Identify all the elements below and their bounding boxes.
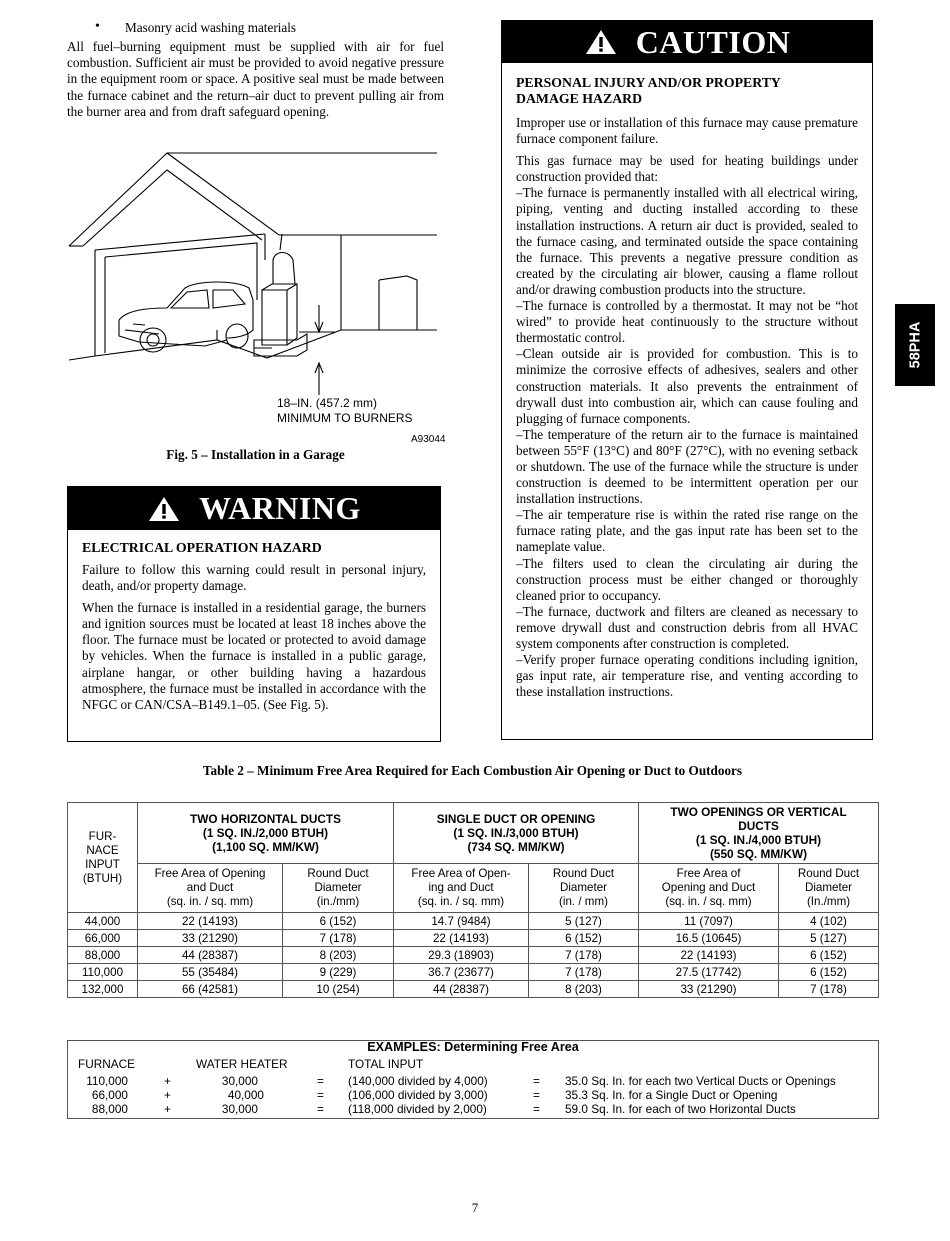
header-line: TWO OPENINGS OR VERTICAL bbox=[670, 805, 847, 819]
table-cell: 10 (254) bbox=[283, 981, 394, 998]
caution-list-item: –The temperature of the return air to the furnace is maintained between 55°F (13°C) and 80°F (27°C), with no evening setback or shutdown. The use of the furnace while the structure is under construction is deemed to be intermittent operation per our installation instructions. bbox=[516, 426, 858, 507]
table-subheader bbox=[529, 864, 639, 913]
table-group-header bbox=[394, 803, 639, 864]
caution-paragraph: This gas furnace may be used for heating buildings under construction provided that: bbox=[516, 153, 858, 185]
table-subheader bbox=[138, 864, 283, 913]
header-line: FUR- bbox=[88, 829, 117, 843]
table-cell: 9 (229) bbox=[283, 964, 394, 981]
example-total: (140,000 divided by 4,000) bbox=[348, 1074, 488, 1088]
table-cell: 132,000 bbox=[68, 981, 138, 998]
table-cell: 7 (178) bbox=[779, 981, 879, 998]
table-cell: 5 (127) bbox=[779, 930, 879, 947]
table-cell: 27.5 (17742) bbox=[639, 964, 779, 981]
example-equals: = bbox=[533, 1102, 540, 1116]
figure-label-line2: MINIMUM TO BURNERS bbox=[277, 411, 413, 425]
example-plus: + bbox=[164, 1074, 171, 1088]
warning-title: WARNING bbox=[199, 490, 361, 526]
table-cell: 16.5 (10645) bbox=[639, 930, 779, 947]
table-cell: 110,000 bbox=[68, 964, 138, 981]
table-subheader bbox=[779, 864, 879, 913]
table-group-header bbox=[138, 803, 394, 864]
bullet-item bbox=[67, 20, 444, 36]
header-line: (in. / mm) bbox=[559, 895, 608, 908]
header-line: SINGLE DUCT OR OPENING bbox=[436, 812, 596, 826]
table-cell: 7 (178) bbox=[529, 947, 639, 964]
header-line: Round Duct bbox=[797, 867, 860, 880]
header-line: (1 SQ. IN./3,000 BTUH) bbox=[453, 826, 579, 840]
examples-box bbox=[67, 1040, 879, 1119]
header-line: (BTUH) bbox=[82, 871, 123, 885]
warning-hazard-title: ELECTRICAL OPERATION HAZARD bbox=[82, 540, 322, 555]
caution-list-item: –Verify proper furnace operating conditions including ignition, gas input rate, air temperature rise, and venting according to these installation instructions. bbox=[516, 652, 858, 700]
example-result: 59.0 Sq. In. for each of two Horizontal Ducts bbox=[565, 1102, 796, 1116]
header-line: (550 SQ. MM/KW) bbox=[710, 847, 808, 861]
header-line: Diameter bbox=[804, 881, 853, 894]
header-line: INPUT bbox=[85, 857, 120, 871]
table-cell: 66,000 bbox=[68, 930, 138, 947]
example-water-heater: 30,000 bbox=[221, 1102, 258, 1116]
table-cell: 36.7 (23677) bbox=[394, 964, 529, 981]
table-row bbox=[68, 981, 879, 998]
table-cell: 14.7 (9484) bbox=[394, 913, 529, 930]
header-line: (1 SQ. IN./2,000 BTUH) bbox=[202, 826, 329, 840]
table-cell: 6 (152) bbox=[529, 930, 639, 947]
table-row-header bbox=[68, 803, 138, 913]
table-cell: 22 (14193) bbox=[394, 930, 529, 947]
caution-hazard-title: PERSONAL INJURY AND/OR PROPERTY bbox=[516, 75, 781, 90]
header-line: ing and Duct bbox=[428, 881, 494, 894]
header-line: (sq. in. / sq. mm) bbox=[166, 895, 254, 908]
example-plus: + bbox=[164, 1102, 171, 1116]
header-line: (in./mm) bbox=[316, 895, 360, 908]
example-total: (118,000 divided by 2,000) bbox=[348, 1102, 487, 1116]
caution-title: CAUTION bbox=[635, 23, 791, 60]
table-subheader bbox=[639, 864, 779, 913]
caution-list-item: –The furnace is controlled by a thermostat. It may not be “hot wired” to provide heat continuously to the structure without thermostatic control. bbox=[516, 298, 858, 346]
table-cell: 8 (203) bbox=[529, 981, 639, 998]
header-line: (1 SQ. IN./4,000 BTUH) bbox=[695, 833, 822, 847]
table-cell: 44,000 bbox=[68, 913, 138, 930]
warning-triangle-icon bbox=[147, 495, 181, 523]
examples-header: WATER HEATER bbox=[196, 1057, 288, 1071]
header-line: Round Duct bbox=[307, 867, 369, 880]
example-equals: = bbox=[317, 1074, 324, 1088]
header-line: Free Area of Opening bbox=[154, 867, 266, 880]
header-line: TWO HORIZONTAL DUCTS bbox=[190, 812, 341, 826]
table-subheader-row bbox=[68, 864, 879, 913]
table-group-header-row bbox=[68, 803, 879, 864]
table-cell: 55 (35484) bbox=[138, 964, 283, 981]
intro-paragraph: All fuel–burning equipment must be supplied with air for fuel combustion. Sufficient air must be provided to avoid negative pressure in the equipment room or space. A positive seal must be made between the furnace cabinet and the return–air duct to prevent pulling air from the burner area and from draft safeguard opening. bbox=[67, 39, 444, 119]
model-side-tab bbox=[895, 304, 935, 386]
header-line: NACE bbox=[86, 843, 119, 857]
warning-paragraph: When the furnace is installed in a residential garage, the burners and ignition sources must be located at least 18 inches above the floor. The furnace must be located or protected to avoid damage by vehicles. When the furnace is installed in a public garage, airplane hangar, or other building having a hazardous atmosphere, the furnace must be installed in accordance with the NFGC or CAN/CSA–B149.1–05. (See Fig. 5). bbox=[82, 600, 426, 712]
figure-code: A93044 bbox=[411, 434, 446, 445]
table-cell: 29.3 (18903) bbox=[394, 947, 529, 964]
garage-installation-figure bbox=[67, 150, 444, 450]
header-line: Free Area of Open- bbox=[411, 867, 511, 880]
header-line: Round Duct bbox=[552, 867, 615, 880]
warning-paragraph: Failure to follow this warning could result in personal injury, death, and/or property damage. bbox=[82, 562, 426, 594]
table-title: Table 2 – Minimum Free Area Required for Each Combustion Air Opening or Duct to Outdoors bbox=[202, 763, 743, 778]
table-subheader bbox=[283, 864, 394, 913]
example-water-heater: 30,000 bbox=[221, 1074, 258, 1088]
table-cell: 66 (42581) bbox=[138, 981, 283, 998]
caution-paragraph: Improper use or installation of this furnace may cause premature furnace component failure. bbox=[516, 115, 858, 147]
table-cell: 4 (102) bbox=[779, 913, 879, 930]
example-plus: + bbox=[164, 1088, 171, 1102]
table-cell: 6 (152) bbox=[779, 964, 879, 981]
table-cell: 44 (28387) bbox=[138, 947, 283, 964]
table-subheader bbox=[394, 864, 529, 913]
header-line: (In./mm) bbox=[806, 895, 851, 908]
table-cell: 5 (127) bbox=[529, 913, 639, 930]
table-cell: 33 (21290) bbox=[138, 930, 283, 947]
example-equals: = bbox=[317, 1102, 324, 1116]
table-row bbox=[68, 913, 879, 930]
table-cell: 33 (21290) bbox=[639, 981, 779, 998]
page-number: 7 bbox=[471, 1200, 479, 1215]
caution-list-item: –Clean outside air is provided for combustion. This is to minimize the corrosive effects of adhesives, sealers and other construction materials. It also prevents the entrainment of drywall dust into combustion air, which can cause fouling and plugging of furnace components. bbox=[516, 346, 858, 426]
table-cell: 22 (14193) bbox=[639, 947, 779, 964]
caution-triangle-icon bbox=[584, 28, 618, 56]
caution-list-item: –The air temperature rise is within the rated rise range on the furnace rating plate, and the gas input rate has been set to the nameplate value. bbox=[516, 507, 858, 555]
caution-box bbox=[501, 20, 873, 740]
table-cell: 22 (14193) bbox=[138, 913, 283, 930]
table-cell: 6 (152) bbox=[779, 947, 879, 964]
example-furnace: 110,000 bbox=[86, 1074, 128, 1088]
table-cell: 88,000 bbox=[68, 947, 138, 964]
caution-body bbox=[502, 63, 872, 700]
intro-section bbox=[67, 20, 444, 120]
header-line: DUCTS bbox=[738, 819, 779, 833]
example-equals: = bbox=[533, 1074, 540, 1088]
examples-header: TOTAL INPUT bbox=[348, 1057, 424, 1071]
bullet-icon: • bbox=[95, 19, 100, 34]
examples-header: FURNACE bbox=[78, 1057, 136, 1071]
header-line: Free Area of bbox=[676, 867, 741, 880]
table-cell: 7 (178) bbox=[283, 930, 394, 947]
bullet-text: Masonry acid washing materials bbox=[125, 20, 297, 35]
example-water-heater: 40,000 bbox=[227, 1088, 264, 1102]
figure-caption: Fig. 5 – Installation in a Garage bbox=[166, 447, 345, 462]
table-cell: 44 (28387) bbox=[394, 981, 529, 998]
free-area-table bbox=[67, 802, 879, 998]
examples-title: EXAMPLES: Determining Free Area bbox=[367, 1040, 579, 1054]
header-line: (sq. in. / sq. mm) bbox=[665, 895, 752, 908]
table-cell: 7 (178) bbox=[529, 964, 639, 981]
warning-box bbox=[67, 486, 441, 742]
header-line: (734 SQ. MM/KW) bbox=[467, 840, 565, 854]
header-line: (sq. in. / sq. mm) bbox=[417, 895, 505, 908]
table-cell: 11 (7097) bbox=[639, 913, 779, 930]
header-line: Diameter bbox=[314, 881, 362, 894]
warning-body bbox=[68, 530, 440, 713]
caution-list-item: –The furnace is permanently installed with all electrical wiring, piping, venting and ducting installed according to these installation instructions. A return air duct is provided, sealed to the furnace casing, and terminated outside the space containing the furnace. This prevents a negative pressure condition as created by the circulating air blower, causing a flame rollout and/or drawing combustion products into the structure. bbox=[516, 185, 858, 297]
header-line: Diameter bbox=[559, 881, 608, 894]
table-cell: 6 (152) bbox=[283, 913, 394, 930]
caution-list-item: –The filters used to clean the circulating air during the construction process must be either changed or thoroughly cleaned prior to occupancy. bbox=[516, 555, 858, 603]
model-side-tab-label: 58PHA bbox=[907, 321, 923, 369]
warning-header bbox=[68, 487, 440, 530]
example-furnace: 88,000 bbox=[91, 1102, 128, 1116]
table-row bbox=[68, 930, 879, 947]
table-row bbox=[68, 964, 879, 981]
example-total: (106,000 divided by 3,000) bbox=[348, 1088, 488, 1102]
garage-illustration bbox=[67, 150, 444, 450]
example-furnace: 66,000 bbox=[91, 1088, 128, 1102]
caution-hazard-title: DAMAGE HAZARD bbox=[516, 91, 643, 106]
caution-header bbox=[502, 21, 872, 63]
header-line: and Duct bbox=[186, 881, 234, 894]
table-row bbox=[68, 947, 879, 964]
example-result: 35.3 Sq. In. for a Single Duct or Opening bbox=[565, 1088, 778, 1102]
table-cell: 8 (203) bbox=[283, 947, 394, 964]
table-group-header bbox=[639, 803, 879, 864]
header-line: (1,100 SQ. MM/KW) bbox=[212, 840, 319, 854]
example-equals: = bbox=[533, 1088, 540, 1102]
example-equals: = bbox=[317, 1088, 324, 1102]
caution-list-item: –The furnace, ductwork and filters are cleaned as necessary to remove drywall dust and construction debris from all HVAC system components after construction is completed. bbox=[516, 603, 858, 651]
header-line: Opening and Duct bbox=[661, 881, 756, 894]
example-result: 35.0 Sq. In. for each two Vertical Ducts or Openings bbox=[565, 1074, 836, 1088]
figure-label-line1: 18–IN. (457.2 mm) bbox=[277, 396, 378, 410]
